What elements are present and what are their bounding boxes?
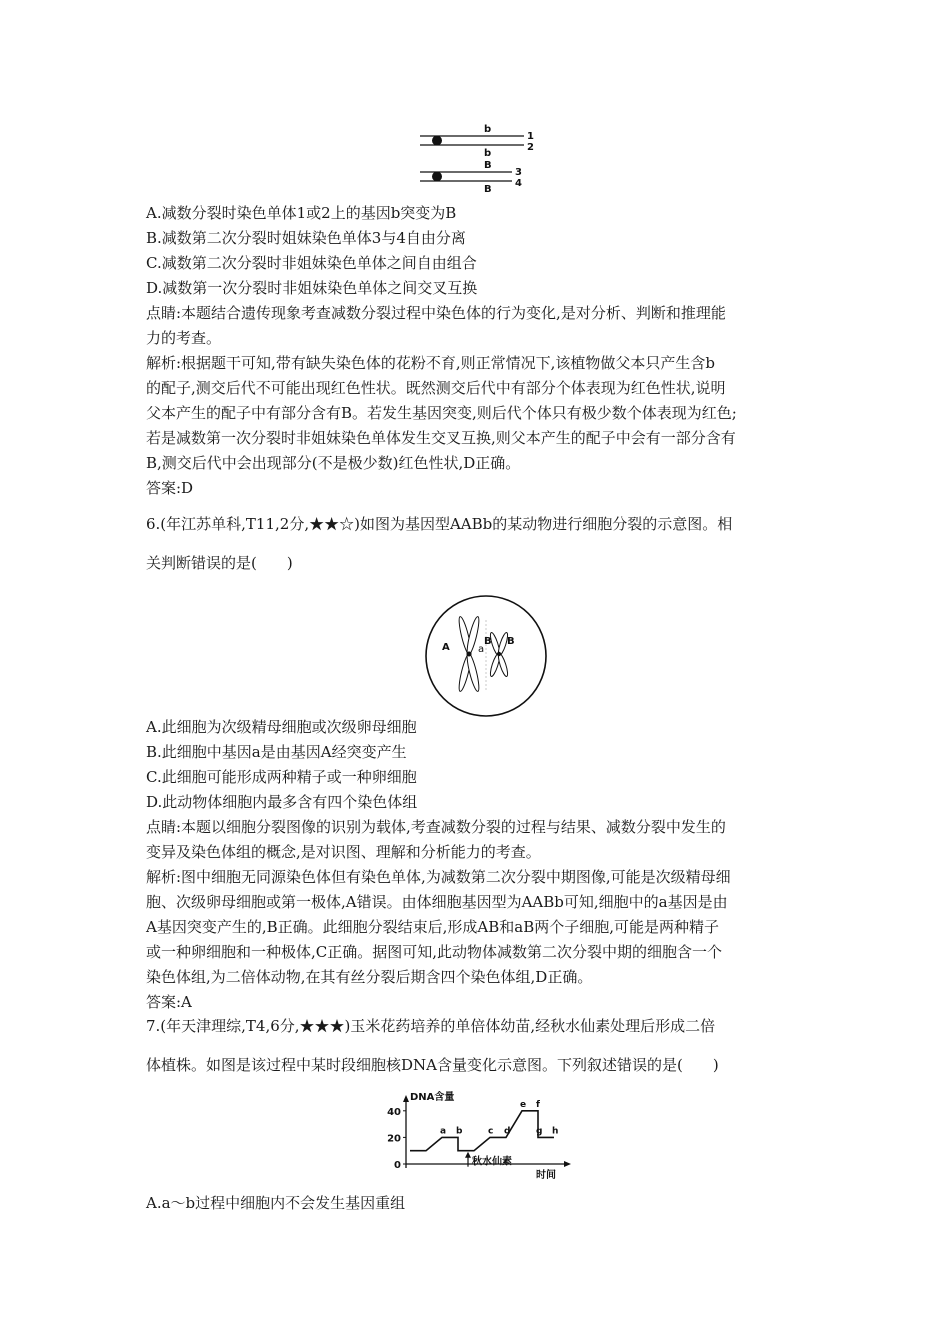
option-a: A.a～b过程中细胞内不会发生基因重组 bbox=[146, 1194, 406, 1212]
jiexi-text: 染色体组,为二倍体动物,在其有丝分裂后期含四个染色体组,D正确。 bbox=[146, 968, 593, 986]
option-d: D.减数第一次分裂时非姐妹染色单体之间交叉互换 bbox=[146, 279, 478, 297]
chromatid-number: 3 bbox=[515, 167, 522, 178]
point-label: a bbox=[440, 1126, 447, 1137]
answer: 答案:A bbox=[146, 993, 192, 1011]
point-label: d bbox=[504, 1126, 511, 1137]
y-tick-label: 20 bbox=[387, 1133, 401, 1145]
jiexi-text: 若是减数第一次分裂时非姐妹染色单体发生交叉互换,则父本产生的配子中会有一部分含有 bbox=[146, 429, 736, 447]
option-b: B.此细胞中基因a是由基因A经突变产生 bbox=[146, 743, 407, 761]
gene-label: B bbox=[484, 184, 492, 195]
option-c: C.减数第二次分裂时非姐妹染色单体之间自由组合 bbox=[146, 254, 477, 272]
jiexi-text: 的配子,测交后代不可能出现红色性状。既然测交后代中有部分个体表现为红色性状,说明 bbox=[146, 379, 726, 397]
dianjing-text: 点睛:本题结合遗传现象考查减数分裂过程中染色体的行为变化,是对分析、判断和推理能 bbox=[146, 304, 726, 322]
question-stem: 6.(年江苏单科,T11,2分,★★☆)如图为基因型AABb的某动物进行细胞分裂的示意图。相 bbox=[146, 515, 733, 533]
chromatid-number: 4 bbox=[515, 178, 522, 189]
question-stem: 7.(年天津理综,T4,6分,★★★)玉米花药培养的单倍体幼苗,经秋水仙素处理后形成二倍 bbox=[146, 1017, 716, 1035]
gene-label: a bbox=[478, 644, 485, 655]
jiexi-text: 胞、次级卵母细胞或第一极体,A错误。由体细胞基因型为AABb可知,细胞中的a基因是由 bbox=[146, 893, 728, 911]
colchicine-label: 秋水仙素 bbox=[472, 1156, 512, 1168]
dianjing-text: 力的考查。 bbox=[146, 329, 222, 347]
y-tick-label: 0 bbox=[394, 1160, 401, 1171]
chromatid-number: 1 bbox=[527, 131, 534, 142]
dianjing-text: 变异及染色体组的概念,是对识图、理解和分析能力的考查。 bbox=[146, 843, 541, 861]
x-axis-arrow bbox=[564, 1161, 571, 1167]
gene-label: B bbox=[507, 636, 515, 647]
jiexi-text: 或一种卵细胞和一种极体,C正确。据图可知,此动物体减数第二次分裂中期的细胞含一个 bbox=[146, 943, 723, 961]
question-stem: 体植株。如图是该过程中某时段细胞核DNA含量变化示意图。下列叙述错误的是( ) bbox=[146, 1056, 719, 1074]
y-tick-label: 40 bbox=[387, 1106, 401, 1118]
point-label: h bbox=[552, 1126, 559, 1137]
dna-chart-svg bbox=[376, 1090, 576, 1182]
dna-content-chart bbox=[376, 1090, 576, 1182]
chromatid-number: 2 bbox=[527, 142, 534, 153]
dna-series-line bbox=[410, 1111, 554, 1151]
cell-drawing bbox=[422, 592, 550, 720]
jiexi-text: 父本产生的配子中有部分含有B。若发生基因突变,则后代个体只有极少数个体表现为红色; bbox=[146, 404, 737, 422]
y-axis-label: DNA含量 bbox=[410, 1092, 455, 1103]
gene-label: b bbox=[484, 124, 492, 135]
chromosome-diagram bbox=[412, 120, 552, 198]
cell-division-diagram bbox=[422, 592, 550, 720]
gene-label: A bbox=[442, 642, 450, 653]
jiexi-text: 解析:图中细胞无同源染色体但有染色单体,为减数第二次分裂中期图像,可能是次级精母细 bbox=[146, 868, 731, 886]
point-label: e bbox=[520, 1099, 527, 1110]
dianjing-text: 点睛:本题以细胞分裂图像的识别为载体,考查减数分裂的过程与结果、减数分裂中发生的 bbox=[146, 818, 726, 836]
y-axis-arrow bbox=[403, 1095, 409, 1102]
option-c: C.此细胞可能形成两种精子或一种卵细胞 bbox=[146, 768, 417, 786]
option-d: D.此动物体细胞内最多含有四个染色体组 bbox=[146, 793, 418, 811]
option-a: A.此细胞为次级精母细胞或次级卵母细胞 bbox=[146, 718, 417, 736]
point-label: c bbox=[488, 1126, 494, 1137]
gene-label: b bbox=[484, 148, 492, 159]
gene-label: B bbox=[484, 636, 492, 647]
point-label: f bbox=[536, 1099, 540, 1110]
colchicine-arrowhead bbox=[465, 1152, 471, 1158]
jiexi-text: A基因突变产生的,B正确。此细胞分裂结束后,形成AB和aB两个子细胞,可能是两种精子 bbox=[146, 918, 719, 936]
jiexi-text: B,测交后代中会出现部分(不是极少数)红色性状,D正确。 bbox=[146, 454, 521, 472]
gene-label: B bbox=[484, 160, 492, 171]
point-label: g bbox=[536, 1126, 543, 1137]
option-b: B.减数第二次分裂时姐妹染色单体3与4自由分离 bbox=[146, 229, 466, 247]
answer: 答案:D bbox=[146, 479, 194, 497]
question-stem: 关判断错误的是( ) bbox=[146, 554, 293, 572]
jiexi-text: 解析:根据题干可知,带有缺失染色体的花粉不育,则正常情况下,该植物做父本只产生含b bbox=[146, 354, 715, 372]
x-axis-label: 时间 bbox=[536, 1170, 556, 1181]
option-a: A.减数分裂时染色单体1或2上的基因b突变为B bbox=[146, 204, 457, 222]
point-label: b bbox=[456, 1126, 463, 1137]
